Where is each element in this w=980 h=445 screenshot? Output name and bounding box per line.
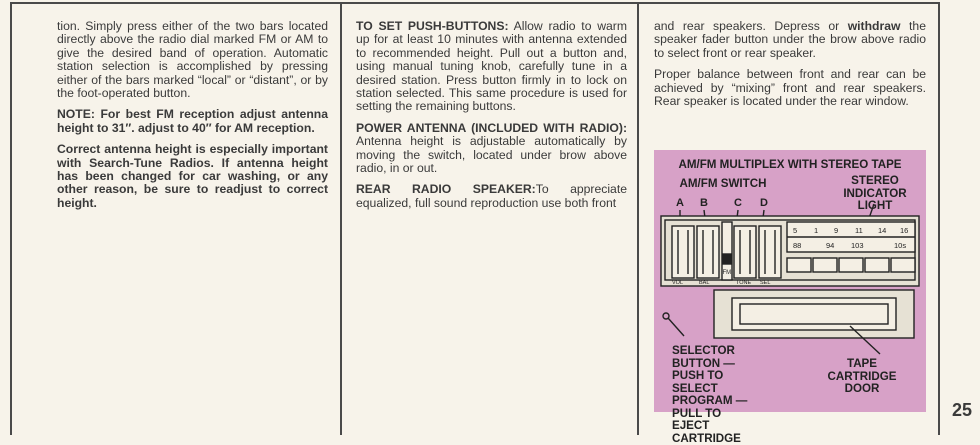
dial-num: 14 xyxy=(878,226,887,235)
fm-mark: FM xyxy=(722,270,732,276)
column-3 xyxy=(654,20,926,116)
antenna-note: NOTE: For best FM reception adjust antenna height to 31″. adjust to 40″ for AM reception. xyxy=(57,107,328,135)
bal-label: BAL xyxy=(699,280,710,286)
power-antenna-paragraph xyxy=(356,122,627,176)
dial-num: 94 xyxy=(826,241,835,250)
dial-num: 16 xyxy=(900,226,909,235)
letter-d: D xyxy=(760,197,768,209)
letter-c: C xyxy=(734,197,742,209)
column-divider xyxy=(340,2,342,435)
tape-door-label: TAPE CARTRIDGE DOOR xyxy=(827,357,897,395)
top-rule xyxy=(10,2,940,4)
push-buttons-heading: TO SET PUSH-BUTTONS: xyxy=(356,19,509,33)
dial-num: 1 xyxy=(814,226,819,235)
switch-label: AM/FM SWITCH xyxy=(679,177,767,190)
dial-num: 5 xyxy=(793,226,798,235)
dial-num: 10s xyxy=(894,241,907,250)
stereo-indicator-label: STEREO INDICATOR LIGHT xyxy=(843,174,907,212)
dial-num: 103 xyxy=(851,241,864,250)
tone-label: TONE xyxy=(736,280,752,286)
power-antenna-heading: POWER ANTENNA (INCLUDED WITH RADIO): xyxy=(356,120,627,135)
letter-a: A xyxy=(676,197,684,209)
column-divider xyxy=(10,2,12,435)
dial-num: 9 xyxy=(834,226,839,235)
dial-num: 88 xyxy=(793,241,802,250)
selector-button-label: SELECTOR BUTTON —PUSH TO SELECT PROGRAM —PULL TO EJECT CARTRIDGE xyxy=(672,344,748,445)
column1-paragraph-bold: Correct antenna height is especially important with Search-Tune Radios. If antenna height has been changed for car washing, or any other reason, be sure to readjust to correct height. xyxy=(57,142,328,210)
push-buttons-paragraph xyxy=(356,20,627,114)
column-divider xyxy=(938,2,940,435)
column1-paragraph: tion. Simply press either of the two bars located directly above the radio dial marked FM or AM to give the desired band of operation. Automatic station selection is accomplished by pressing either of the bars marked “local” or “distant”, or by the foot-operated button. xyxy=(57,19,328,101)
withdraw-word: withdraw xyxy=(847,19,901,33)
push-buttons-text: Allow radio to warm up for at least 10 minutes with antenna extended to recommended height. Pull out a button and, using manual tuning knob, carefully tune in a desired station. Press button firmly in to lock on station selected. This same procedure is used for setting the remaining buttons. xyxy=(356,19,627,114)
column-2 xyxy=(356,20,627,218)
letter-b: B xyxy=(700,197,708,209)
radio-diagram xyxy=(654,150,926,445)
dial-num: 11 xyxy=(855,226,863,235)
power-antenna-text: Antenna height is adjustable automatically by moving the switch, located under brow above radio, in or out. xyxy=(356,134,627,176)
fader-paragraph: and rear speakers. Depress or withdraw the speaker fader button under the brow above radio to select front or rear speaker. xyxy=(654,19,926,60)
rear-speaker-text: To appreciate equalized, full sound reproduction use both front xyxy=(356,182,627,210)
radio-illustration xyxy=(654,150,926,412)
column-1 xyxy=(57,20,328,218)
rear-speaker-heading: REAR RADIO SPEAKER: xyxy=(356,182,536,197)
balance-paragraph: Proper balance between front and rear can be achieved by “mixing” front and rear speakers. Rear speaker is located under the rear window. xyxy=(654,67,926,109)
sel-label: SEL xyxy=(760,280,771,286)
vol-label: VOL xyxy=(672,280,684,286)
column-divider xyxy=(637,2,639,435)
rear-speaker-paragraph xyxy=(356,183,627,210)
page-number: 25 xyxy=(951,400,972,420)
diagram-title: AM/FM MULTIPLEX WITH STEREO TAPE xyxy=(678,158,902,171)
